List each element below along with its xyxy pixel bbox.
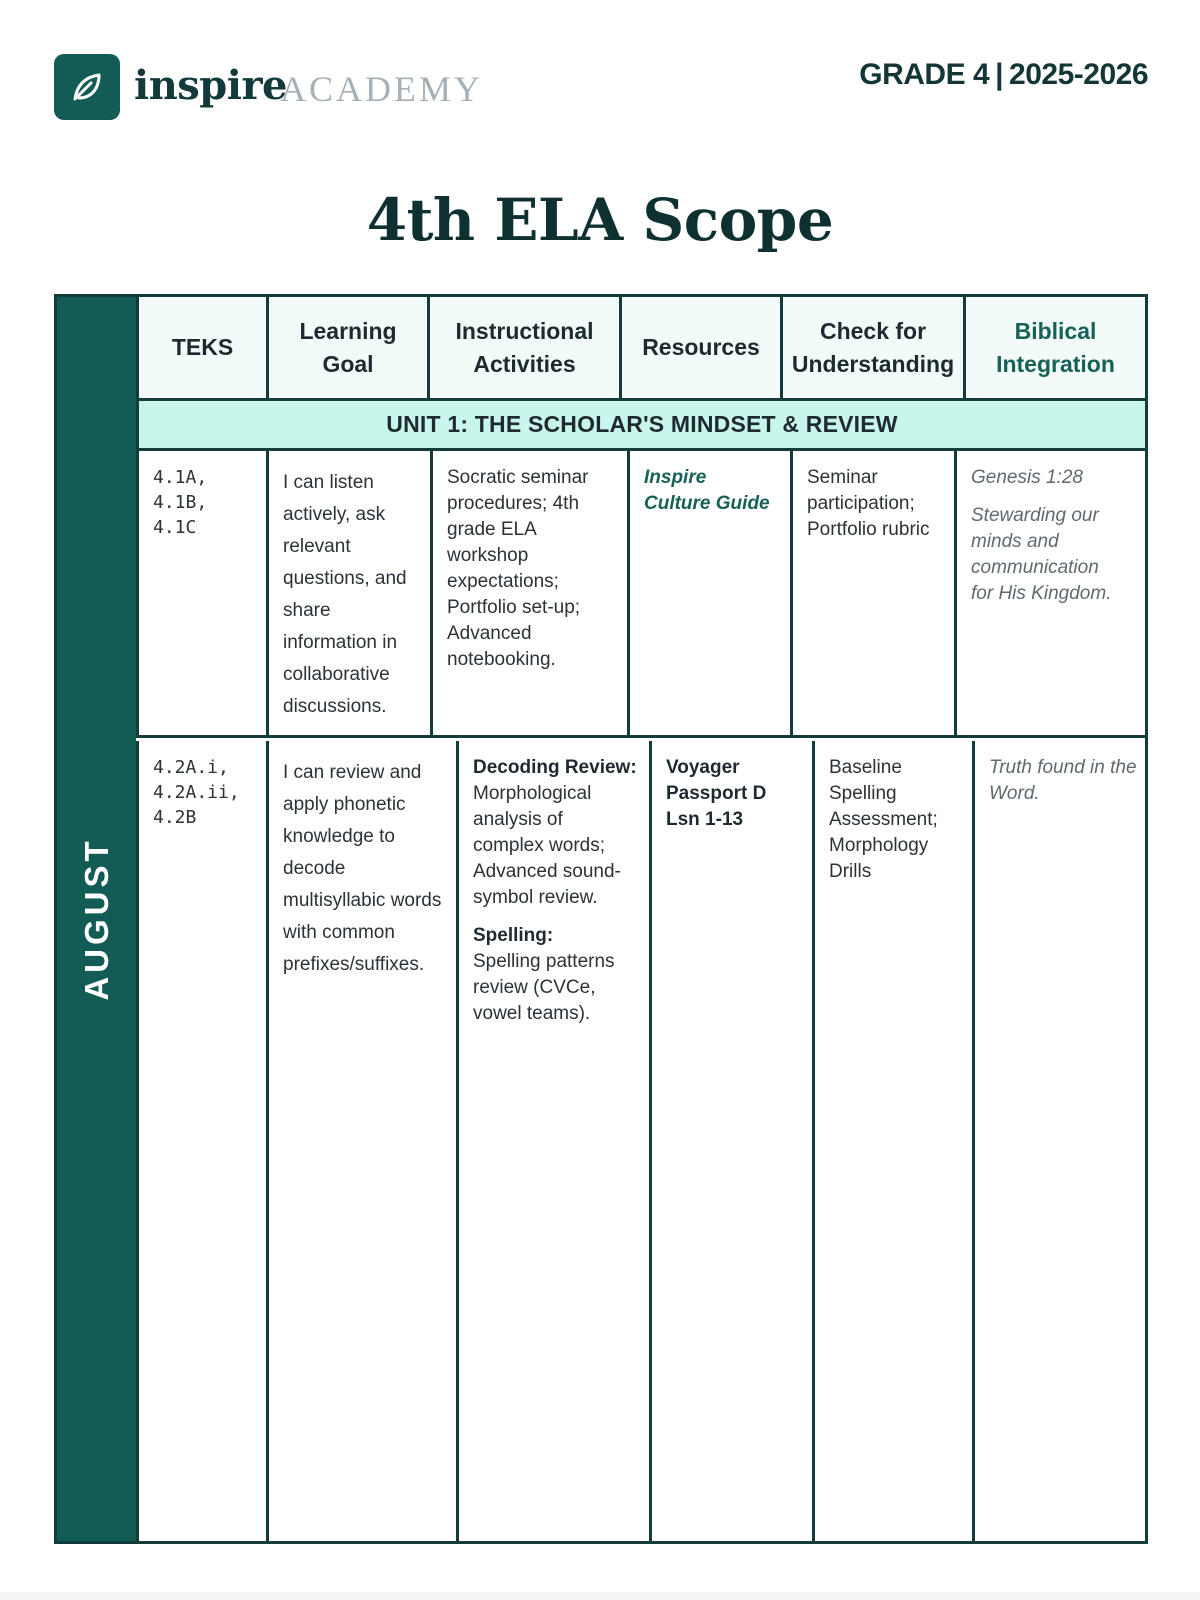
teks-cell <box>136 451 266 735</box>
col-header-teks <box>136 297 266 398</box>
table-row <box>136 451 1145 738</box>
unit-banner: UNIT 1: THE SCHOLAR'S MINDSET & REVIEW <box>136 401 1145 451</box>
leaf-icon <box>54 54 120 120</box>
grade-separator: | <box>995 58 1004 91</box>
teks-code: 4.1B, <box>153 492 208 513</box>
col-header-label: Check for <box>819 317 927 344</box>
activity-text: Spelling patterns review (CVCe, vowel teams). <box>473 951 615 1024</box>
teks-cell <box>136 741 266 1541</box>
col-header-activities <box>427 297 619 398</box>
activity-subtitle: Decoding Review: <box>473 757 637 778</box>
activity-subtitle: Spelling: <box>473 925 554 946</box>
activities-cell: Socratic seminar procedures; 4th grade ELA workshop expectations; Portfolio set-up; Advanced notebooking. <box>430 451 627 735</box>
col-header-label: Instructional <box>455 317 594 344</box>
page-title: 4th ELA Scope <box>366 186 834 254</box>
brand-subtitle: ACADEMY <box>280 69 484 109</box>
biblical-cell <box>954 451 1125 735</box>
scripture-reference: Genesis 1:28 <box>971 467 1083 488</box>
month-column <box>57 297 136 1541</box>
teks-code: 4.2A.ii, <box>153 782 240 803</box>
col-header-resources <box>619 297 780 398</box>
col-header-check <box>780 297 963 398</box>
col-header-label: Resources <box>642 334 760 360</box>
resource-text: Voyager Passport D Lsn 1-13 <box>666 757 767 830</box>
col-header-label: Understanding <box>791 350 955 377</box>
resources-cell <box>627 451 790 735</box>
grade-year-label <box>859 58 1148 92</box>
col-header-learning-goal <box>266 297 427 398</box>
check-cell: Baseline Spelling Assessment; Morphology Drills <box>812 741 972 1541</box>
learning-goal-cell: I can listen actively, ask relevant questions, and share information in collaborative discussions. <box>266 451 430 735</box>
year-text: 2025-2026 <box>1009 58 1148 91</box>
col-header-label: Goal <box>322 350 374 377</box>
col-header-label: Activities <box>473 350 576 377</box>
activity-text: Morphological analysis of complex words; Advanced sound-symbol review. <box>473 783 621 908</box>
activities-cell <box>456 741 649 1541</box>
month-label: AUGUST <box>78 837 115 1001</box>
biblical-cell <box>972 741 1145 1541</box>
biblical-text: Truth found in the Word. <box>989 757 1137 804</box>
col-header-label: Biblical <box>1014 317 1097 344</box>
table-header-row <box>136 297 1145 401</box>
grade-text: GRADE 4 <box>859 58 990 91</box>
teks-code: 4.1A, <box>153 467 208 488</box>
table-grid <box>136 297 1145 1541</box>
check-cell: Seminar participation; Portfolio rubric <box>790 451 954 735</box>
resources-cell <box>649 741 812 1541</box>
col-header-label: Learning <box>299 317 397 344</box>
col-header-teks-label: TEKS <box>171 334 234 360</box>
scope-table <box>54 294 1148 1544</box>
biblical-text: Stewarding our minds and communication for His Kingdom. <box>971 505 1112 604</box>
col-header-label: Integration <box>996 350 1115 377</box>
brand-name: inspire <box>134 62 287 109</box>
teks-code: 4.1C <box>153 517 197 538</box>
resource-link[interactable]: Inspire Culture Guide <box>644 467 770 514</box>
learning-goal-cell: I can review and apply phonetic knowledge to decode multisyllabic words with common prefixes/suffixes. <box>266 741 456 1541</box>
teks-code: 4.2B <box>153 807 197 828</box>
teks-code: 4.2A.i, <box>153 757 229 778</box>
table-row <box>136 741 1145 1541</box>
col-header-biblical <box>963 297 1145 398</box>
